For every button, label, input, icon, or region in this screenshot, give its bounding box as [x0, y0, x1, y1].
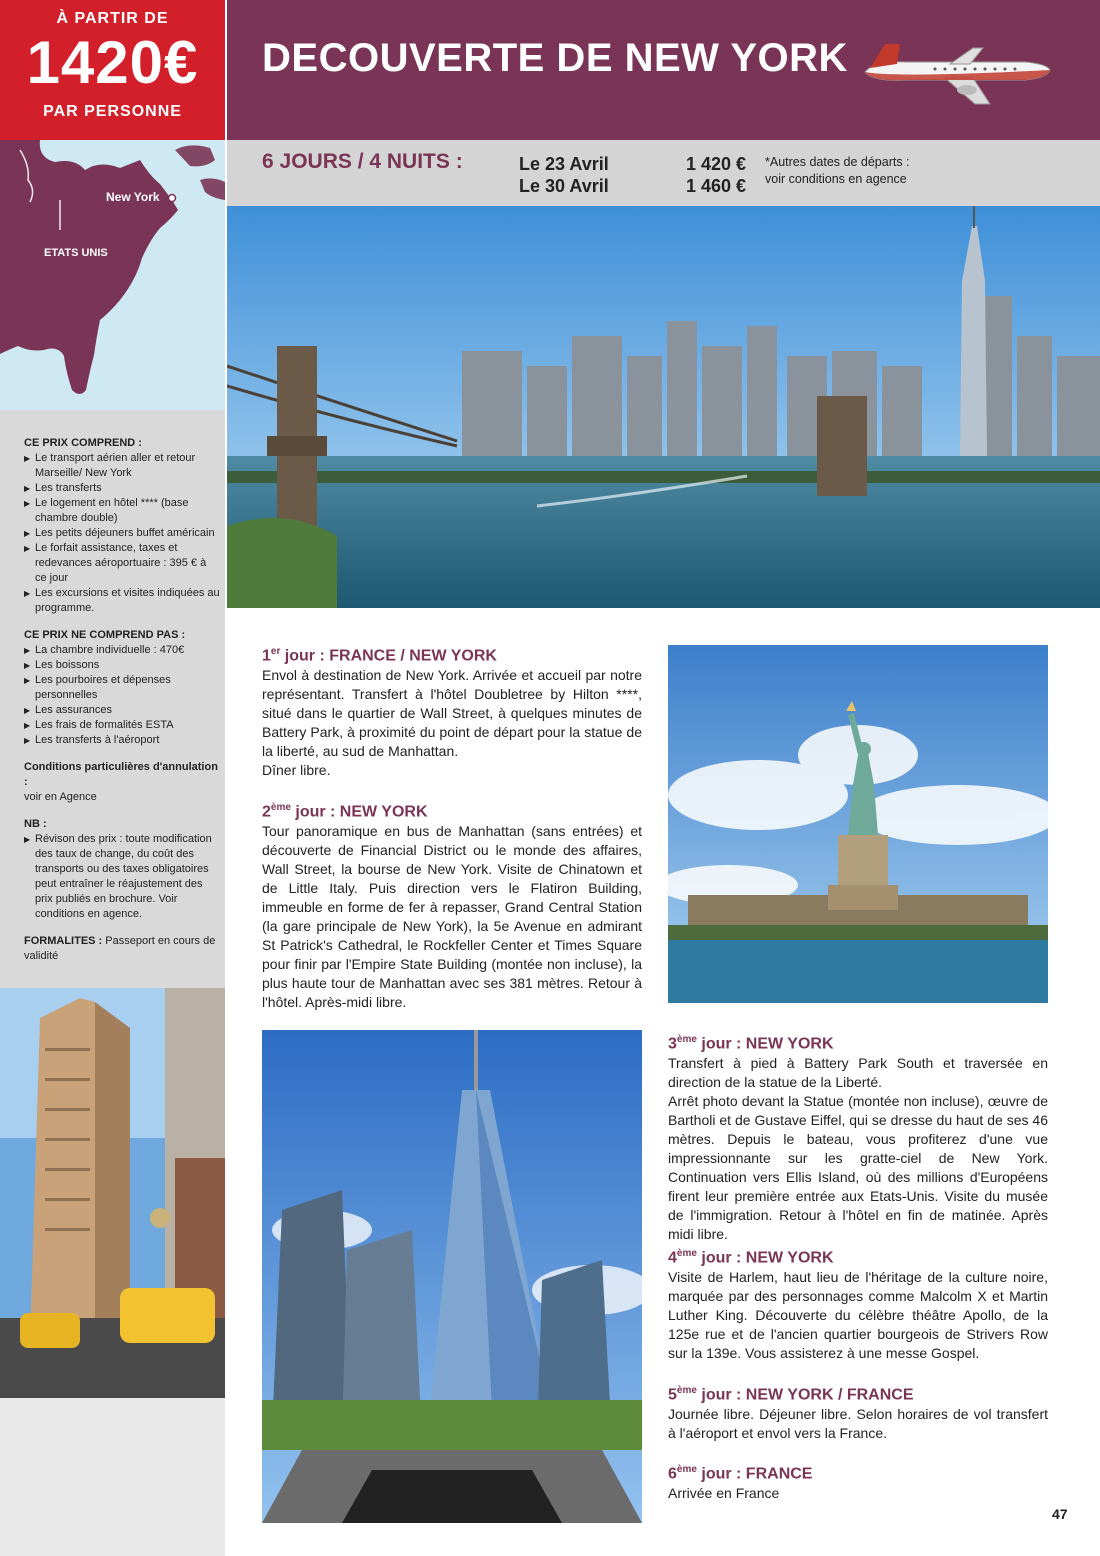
day-text: Transfert à pied à Battery Park South et traversée en direction de la statue de la Liberté. — [668, 1055, 1048, 1091]
map-marker-icon — [169, 195, 176, 202]
dates-note: *Autres dates de départs : voir conditions en agence — [765, 155, 910, 186]
list-item: ▶ Le transport aérien aller et retour Marseille/ New York — [24, 451, 220, 481]
day-heading: 1er jour : FRANCE / NEW YORK — [262, 646, 497, 665]
day-5 — [668, 1381, 1048, 1443]
day-heading: 2ème jour : NEW YORK — [262, 802, 428, 821]
statue-of-liberty-photo — [668, 645, 1048, 1003]
day-text: Visite de Harlem, haut lieu de l'héritage de la culture noire, marquée par des personnages comme Malcolm X et Martin Luther King. Découverte du célèbre théâtre Apollo, de la 125e rue et de l'ancien quartier bourgeois de Strivers Row sur la 139e. Vous assisterez à une messe Gospel. — [668, 1269, 1048, 1362]
airplane-icon — [855, 38, 1055, 108]
day-4 — [668, 1244, 1048, 1363]
includes-title: CE PRIX COMPREND : — [24, 437, 142, 449]
map-city-label: New York — [106, 190, 160, 204]
day-6 — [668, 1460, 1048, 1503]
cancel-title: Conditions particulières d'annulation : — [24, 761, 218, 788]
map-country-label: ETATS UNIS — [44, 247, 108, 259]
one-world-trade-center-photo — [262, 1030, 642, 1523]
day-text: Journée libre. Déjeuner libre. Selon horaires de vol transfert à l'aéroport et envol vers la France. — [668, 1406, 1048, 1442]
excludes-title: CE PRIX NE COMPREND PAS : — [24, 629, 186, 641]
page-title: DECOUVERTE DE NEW YORK — [262, 36, 848, 80]
list-item: ▶ Les pourboires et dépenses personnelles — [24, 673, 220, 703]
list-item: ▶ Les frais de formalités ESTA — [24, 718, 220, 733]
departure-date: Le 30 Avril — [519, 176, 609, 196]
trip-duration: 6 JOURS / 4 NUITS : — [262, 150, 463, 173]
page-number: 47 — [1052, 1506, 1068, 1522]
departure-price: 1 420 € — [685, 154, 746, 174]
price-suffix: PAR PERSONNE — [43, 103, 182, 120]
day-text: Arrivée en France — [668, 1485, 780, 1502]
sidebar-content — [24, 436, 220, 976]
skyline-photo — [227, 206, 1100, 608]
price-box — [0, 0, 225, 140]
list-item: ▶ Les transferts à l'aéroport — [24, 733, 220, 748]
list-item: ▶ Les transferts — [24, 481, 220, 496]
nb-title: NB : — [24, 818, 47, 830]
list-item: ▶ Les excursions et visites indiquées au programme. — [24, 586, 220, 616]
day-3 — [668, 1030, 1048, 1244]
day-heading: 5ème jour : NEW YORK / FRANCE — [668, 1385, 914, 1404]
day-text: Dîner libre. — [262, 762, 331, 779]
price-amount: 1420€ — [26, 29, 199, 96]
list-item: ▶ La chambre individuelle : 470€ — [24, 643, 220, 658]
list-item: ▶ Le logement en hôtel **** (base chambre double) — [24, 496, 220, 526]
departure-price: 1 460 € — [685, 176, 746, 196]
day-2 — [262, 798, 642, 1012]
cancel-text: voir en Agence — [24, 791, 97, 803]
day-text: Envol à destination de New York. Arrivée et accueil par notre représentant. Transfert à l'hôtel Doubletree by Hilton ****, situé dans le quartier de Wall Street, à quelques minutes de Battery Park, à proximité du point de départ pour la statue de la liberté, au sud de Manhattan. — [262, 667, 642, 760]
price-prefix: À PARTIR DE — [56, 10, 169, 27]
location-map — [0, 140, 225, 410]
day-text: Tour panoramique en bus de Manhattan (sans entrées) et découverte de Financial District ou le monde des affaires, Wall Street, la bourse de New York. Visite de Chinatown et de Little Italy. Puis direction vers le Flatiron Building, immeuble en forme de fer à repasser, Grand Central Station (la gare principale de New York), la 5e Avenue en admirant St Patrick's Cathedral, le Rockfeller Center et Times Square pour finir par l'Empire State Building (montée non incluse), la plus haute tour de Manhattan avec ses 381 mètres. Retour à l'hôtel. Après-midi libre. — [262, 823, 642, 1011]
formalites: FORMALITES : Passeport en cours de validité — [24, 935, 216, 962]
nb-text: ▶ Révison des prix : toute modification des taux de change, du coût des transports ou des taxes obligatoires peut entraîner le réajustement des prix publiés en brochure. Voir conditions en agence. — [24, 832, 220, 922]
list-item: ▶ Les boissons — [24, 658, 220, 673]
list-item: ▶ Le forfait assistance, taxes et redevances aéroportuaire : 395 € à ce jour — [24, 541, 220, 586]
list-item: ▶ Les assurances — [24, 703, 220, 718]
day-heading: 6ème jour : FRANCE — [668, 1464, 813, 1483]
flatiron-photo — [0, 988, 225, 1398]
includes-list — [24, 451, 220, 616]
day-text: Arrêt photo devant la Statue (montée non incluse), œuvre de Bartholi et de Gustave Eiffel, qui se dresse du haut de ses 46 mètres. Depuis le bateau, vous profiterez d'une vue impressionnante sur les gratte-ciel de New York. Continuation vers Ellis Island, où des millions d'Européens firent leur première entrée aux Etats-Unis. Visite du musée de l'immigration. Retour à l'hôtel en fin de matinée. Après midi libre. — [668, 1093, 1048, 1243]
departure-date: Le 23 Avril — [519, 154, 609, 174]
day-1 — [262, 642, 642, 780]
list-item: ▶ Les petits déjeuners buffet américain — [24, 526, 220, 541]
day-heading: 4ème jour : NEW YORK — [668, 1248, 834, 1267]
excludes-list — [24, 643, 220, 748]
day-heading: 3ème jour : NEW YORK — [668, 1034, 834, 1053]
